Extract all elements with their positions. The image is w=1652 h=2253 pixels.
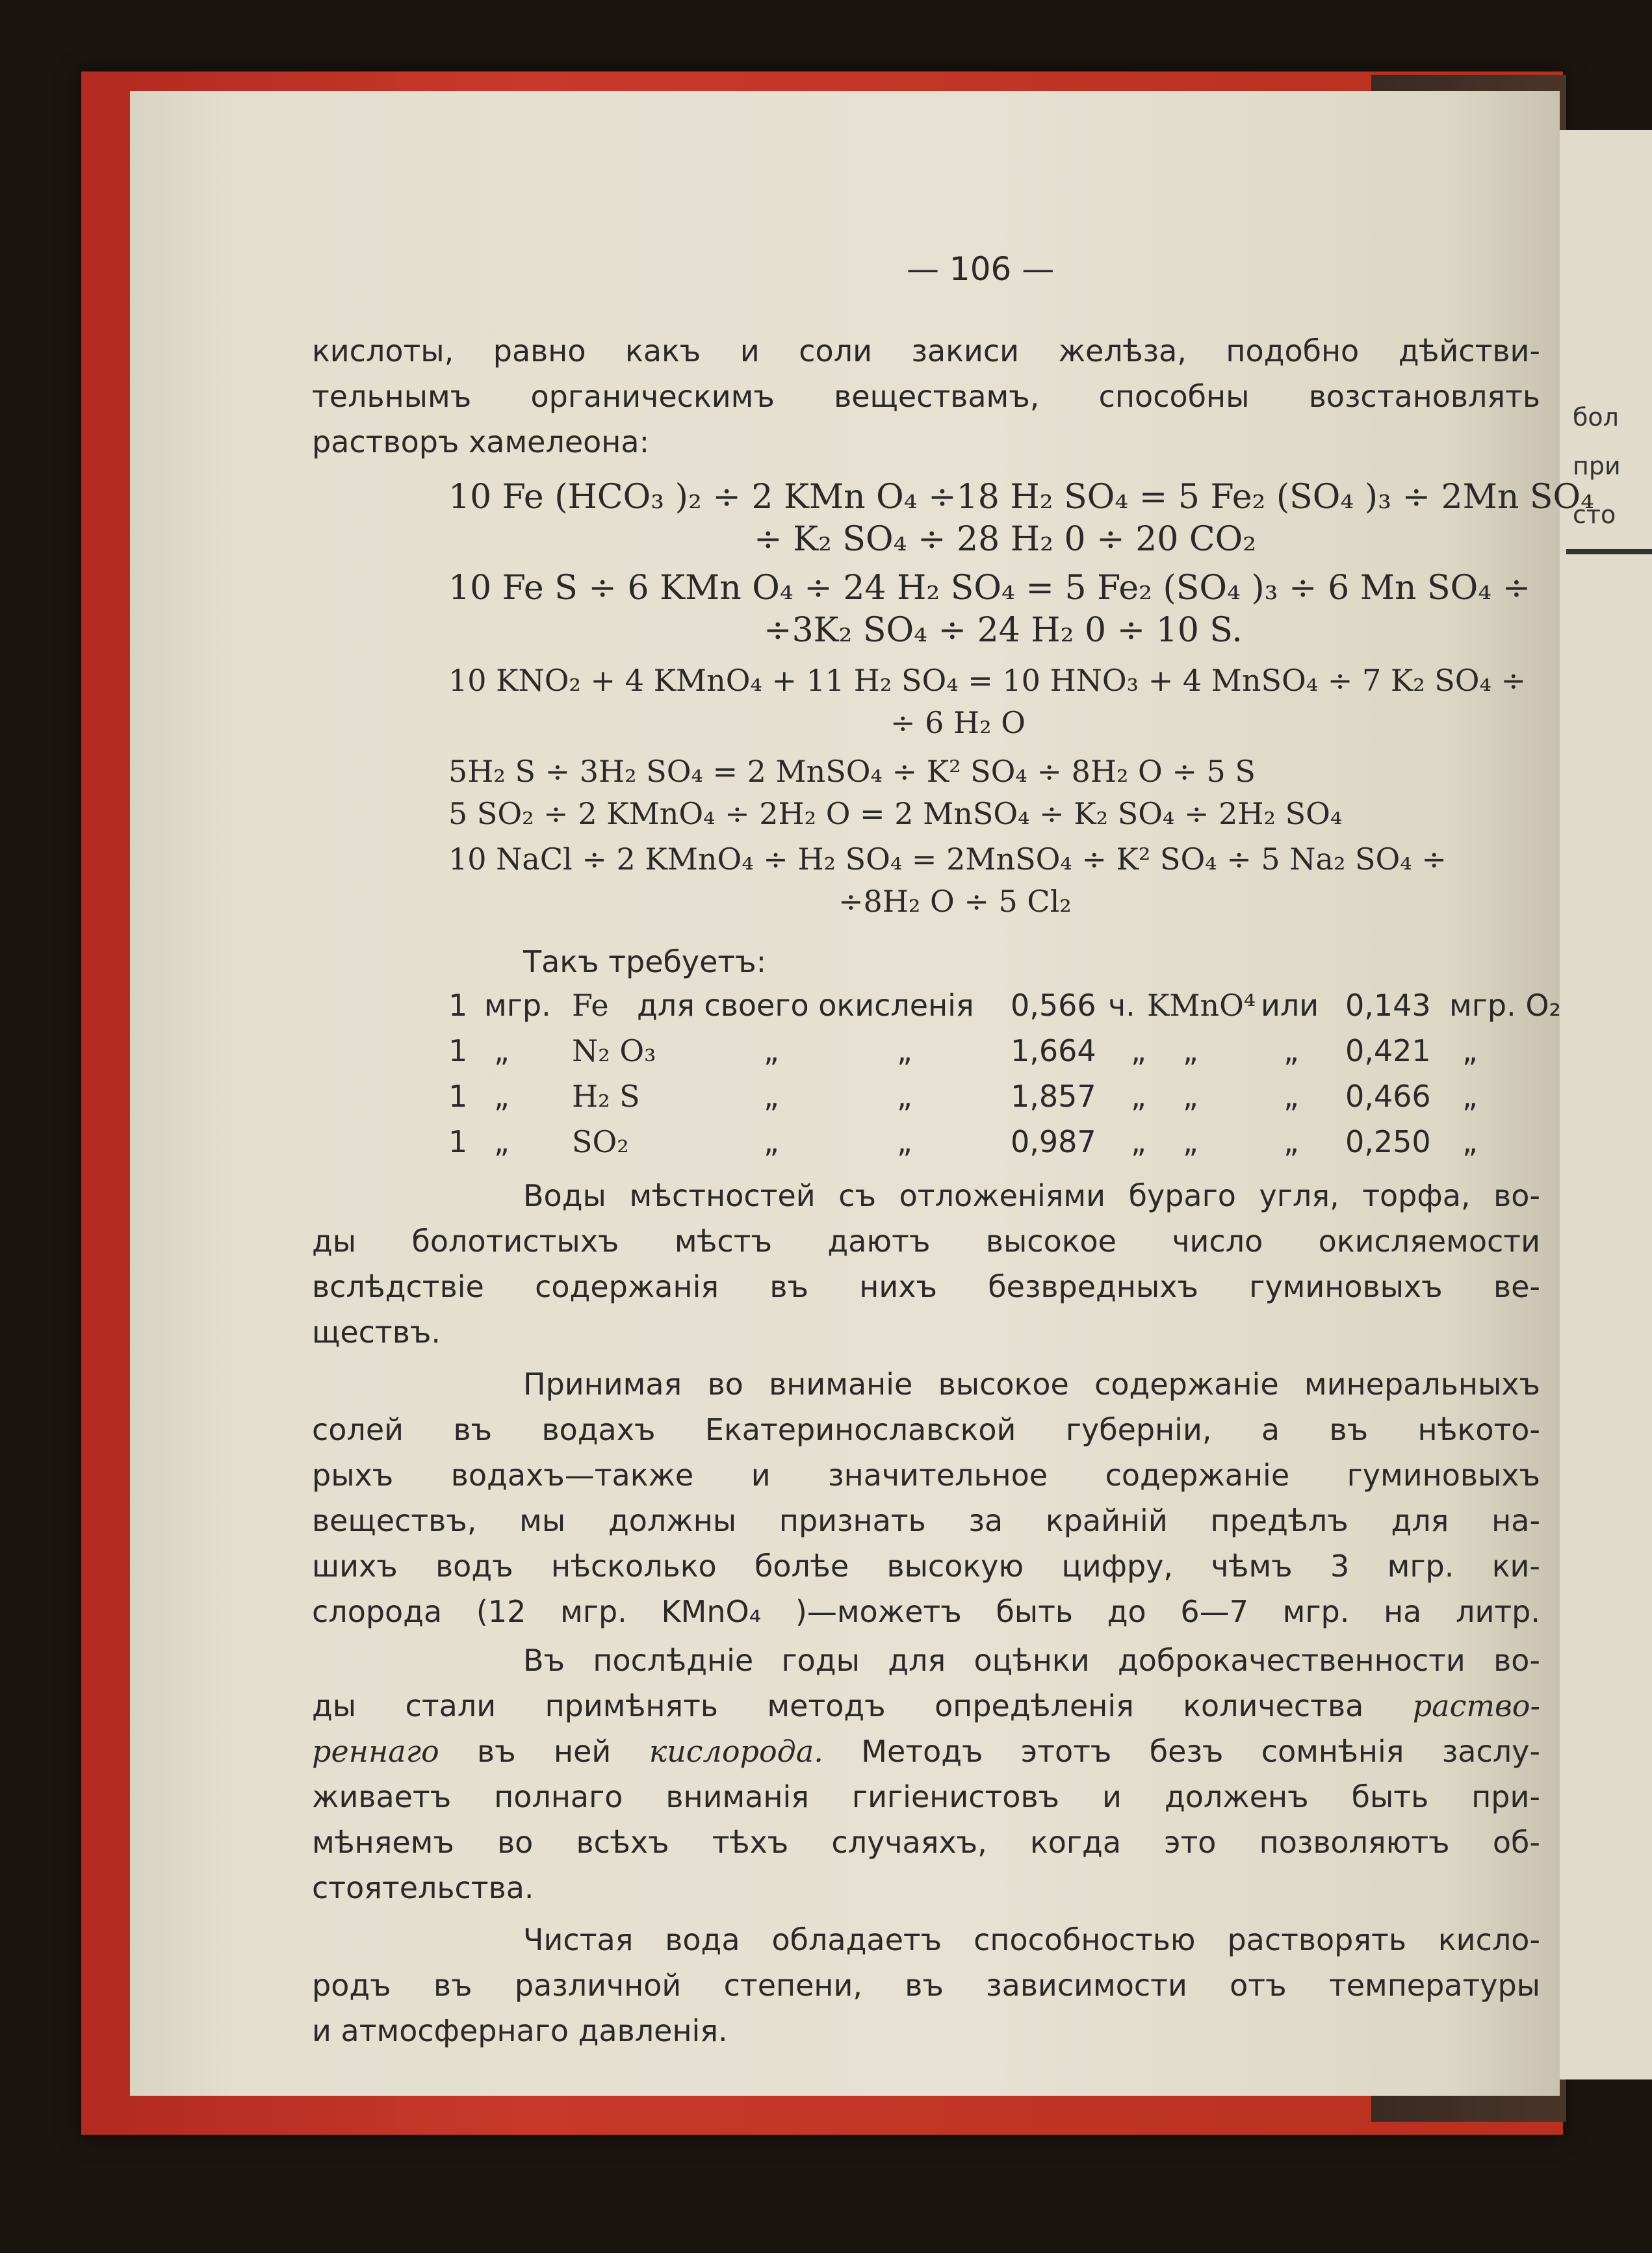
next-page-fragment: бол <box>1573 403 1619 431</box>
paragraph-line: шихъ водъ нѣсколько болѣе высокую цифру, чѣмъ 3 мгр. ки- <box>312 1549 1540 1584</box>
paragraph-line: ды болотистыхъ мѣстъ даютъ высокое число окисляемости <box>312 1224 1540 1259</box>
table-intro: Такъ требуетъ: <box>523 944 767 979</box>
italic-term: кислорода. <box>649 1734 823 1769</box>
equation: ÷8H₂ O ÷ 5 Cl₂ <box>838 884 1072 919</box>
equation: 10 Fe (HCO₃ )₂ ÷ 2 KMn O₄ ÷18 H₂ SO₄ = 5 Fe₂ (SO₄ )₃ ÷ 2Mn SO₄ <box>448 478 1594 517</box>
paragraph-line: стоятельства. <box>312 1870 534 1905</box>
paragraph-line: солей въ водахъ Екатеринославской губерніи, а въ нѣкото- <box>312 1412 1540 1447</box>
equation: ÷3K₂ SO₄ ÷ 24 H₂ 0 ÷ 10 S. <box>764 611 1243 650</box>
paragraph-line: Въ послѣдніе годы для оцѣнки доброкачественности во- <box>523 1643 1540 1678</box>
equation: ÷ K₂ SO₄ ÷ 28 H₂ 0 ÷ 20 CO₂ <box>754 520 1257 559</box>
next-page-rule <box>1566 549 1652 554</box>
equation: 10 KNO₂ + 4 KMnO₄ + 11 H₂ SO₄ = 10 HNO₃ + 4 MnSO₄ ÷ 7 K₂ SO₄ ÷ <box>448 663 1527 698</box>
page-number: — 106 — <box>907 250 1055 288</box>
equation: ÷ 6 H₂ O <box>890 705 1026 740</box>
next-page-edge <box>1553 130 1652 2079</box>
paragraph-line: ды стали примѣнять методъ опредѣленія количества раство- <box>312 1688 1540 1723</box>
paragraph-line: ществъ. <box>312 1315 441 1350</box>
next-page-fragment: при <box>1573 452 1621 480</box>
paragraph-line: Принимая во вниманіе высокое содержаніе минеральныхъ <box>523 1367 1540 1402</box>
paragraph-line: рыхъ водахъ—также и значительное содержаніе гуминовыхъ <box>312 1458 1540 1493</box>
paragraph-line: мѣняемъ во всѣхъ тѣхъ случаяхъ, когда это позволяютъ об- <box>312 1825 1540 1860</box>
italic-term: раство- <box>1412 1688 1540 1723</box>
paragraph-line: и атмосфернаго давленія. <box>312 2013 728 2048</box>
intro-line: растворъ хамелеона: <box>312 424 650 459</box>
paragraph-line: реннаго въ ней кислорода. Методъ этотъ безъ сомнѣнія заслу- <box>312 1734 1540 1769</box>
equation: 10 Fe S ÷ 6 KMn O₄ ÷ 24 H₂ SO₄ = 5 Fe₂ (SO₄ )₃ ÷ 6 Mn SO₄ ÷ <box>448 569 1531 608</box>
table-row: 1 „ N₂ O₃ „ „ 1,664 „ „ „ 0,421 „ <box>448 1033 1478 1068</box>
next-page-fragment: сто <box>1573 500 1616 529</box>
italic-term: реннаго <box>312 1734 439 1769</box>
equation: 5 SO₂ ÷ 2 KMnO₄ ÷ 2H₂ O = 2 MnSO₄ ÷ K₂ SO₄ ÷ 2H₂ SO₄ <box>448 796 1343 831</box>
equation: 5H₂ S ÷ 3H₂ SO₄ = 2 MnSO₄ ÷ K² SO₄ ÷ 8H₂ O ÷ 5 S <box>448 754 1256 789</box>
paragraph-line: слорода (12 мгр. KMnO₄ )—можетъ быть до 6—7 мгр. на литр. <box>312 1594 1540 1629</box>
equation: 10 NaCl ÷ 2 KMnO₄ ÷ H₂ SO₄ = 2MnSO₄ ÷ K² SO₄ ÷ 5 Na₂ SO₄ ÷ <box>448 842 1447 877</box>
table-row: 1 „ SO₂ „ „ 0,987 „ „ „ 0,250 „ <box>448 1124 1478 1159</box>
intro-line: кислоты, равно какъ и соли закиси желѣза, подобно дѣйстви- <box>312 333 1540 368</box>
intro-line: тельнымъ органическимъ веществамъ, способны возстановлять <box>312 379 1540 414</box>
table-row: 1 „ H₂ S „ „ 1,857 „ „ „ 0,466 „ <box>448 1079 1478 1114</box>
paragraph-line: родъ въ различной степени, въ зависимости отъ температуры <box>312 1968 1540 2003</box>
paragraph-line: веществъ, мы должны признать за крайній предѣлъ для на- <box>312 1503 1540 1538</box>
paragraph-line: вслѣдствіе содержанія въ нихъ безвредныхъ гуминовыхъ ве- <box>312 1269 1540 1304</box>
table-row: 1 мгр. Fe для своего окисленія 0,566 ч. KMnO⁴ или 0,143 мгр. O₂ <box>448 988 1561 1023</box>
paragraph-line: Воды мѣстностей съ отложеніями бураго угля, торфа, во- <box>523 1178 1540 1213</box>
paragraph-line: живаетъ полнаго вниманія гигіенистовъ и долженъ быть при- <box>312 1779 1540 1814</box>
paragraph-line: Чистая вода обладаетъ способностью растворять кисло- <box>523 1922 1540 1957</box>
